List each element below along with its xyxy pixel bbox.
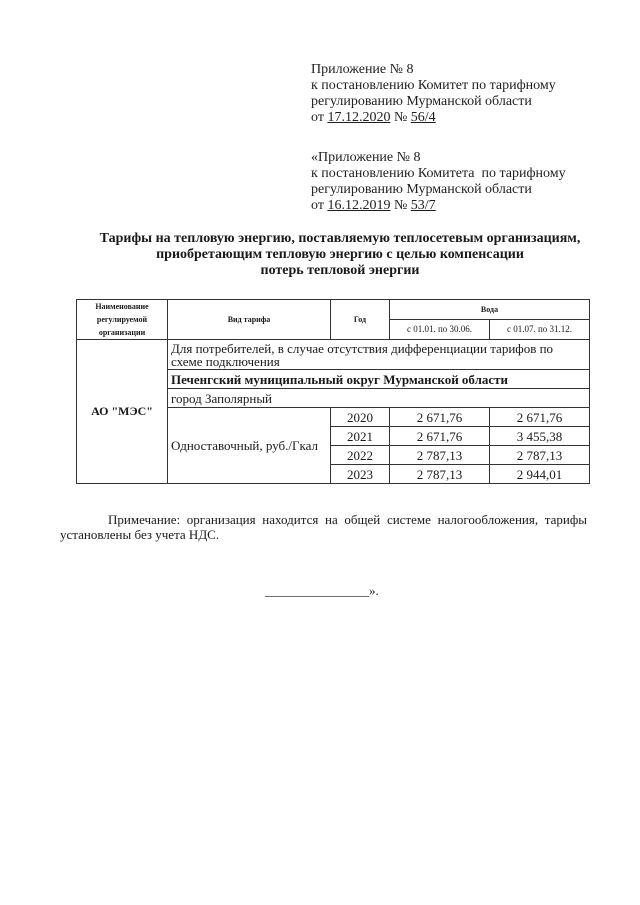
document-title [60, 231, 620, 279]
annex-old-line2: к постановлению Комитета по тарифному [311, 166, 566, 181]
closing-line [265, 583, 379, 599]
org-name: АО "МЭС" [77, 340, 168, 484]
header-year: Год [331, 300, 390, 340]
title-line-3: потерь тепловой энергии [260, 263, 420, 278]
header-org: Наименование регулируемой организации [77, 300, 168, 340]
annex-new-number: 56/4 [410, 110, 436, 125]
table-header-row [77, 300, 590, 320]
annex-old-block [311, 150, 566, 214]
district-name: Печенгский муниципальный округ Мурманской области [168, 370, 590, 389]
year-cell: 2023 [331, 465, 390, 484]
title-line-2: приобретающим тепловую энергию с целью компенсации [156, 247, 524, 262]
date-prefix: от [311, 110, 324, 125]
year-cell: 2020 [331, 408, 390, 427]
title-line-1: Тарифы на тепловую энергию, поставляемую теплосетевым организациям, [99, 231, 581, 246]
number-prefix: № [393, 198, 408, 213]
annex-old-title: «Приложение № 8 [311, 150, 421, 165]
annex-new-date: 17.12.2020 [327, 110, 391, 125]
year-cell: 2021 [331, 427, 390, 446]
year-cell: 2022 [331, 446, 390, 465]
header-water: Вода [390, 300, 590, 320]
value-cell: 2 787,13 [390, 446, 490, 465]
annex-old-date: 16.12.2019 [327, 198, 391, 213]
header-period-2: с 01.07. по 31.12. [490, 320, 590, 340]
annex-new-line2: к постановлению Комитет по тарифному [311, 78, 556, 93]
city-name: город Заполярный [168, 389, 590, 408]
date-prefix: от [311, 198, 324, 213]
annex-old-date-line [311, 198, 566, 214]
header-tariff-type: Вид тарифа [168, 300, 331, 340]
annex-new-title: Приложение № 8 [311, 62, 414, 77]
annex-new-block [311, 62, 556, 126]
table-row [77, 340, 590, 370]
annex-old-line3: регулированию Мурманской области [311, 182, 532, 197]
header-period-1: с 01.01. по 30.06. [390, 320, 490, 340]
value-cell: 2 787,13 [490, 446, 590, 465]
closing-underline: ________________ [265, 583, 369, 598]
tariff-label: Одноставочный, руб./Гкал [168, 408, 331, 484]
value-cell: 2 787,13 [390, 465, 490, 484]
value-cell: 3 455,38 [490, 427, 590, 446]
tariff-table [76, 299, 590, 484]
note-paragraph: Примечание: организация находится на общей системе налогообложения, тарифы установлены без учета НДС. [60, 512, 587, 542]
closing-quote: ». [369, 583, 379, 598]
value-cell: 2 671,76 [490, 408, 590, 427]
annex-old-number: 53/7 [410, 198, 436, 213]
number-prefix: № [393, 110, 408, 125]
value-cell: 2 944,01 [490, 465, 590, 484]
value-cell: 2 671,76 [390, 408, 490, 427]
consumers-note: Для потребителей, в случае отсутствия дифференциации тарифов по схеме подключения [168, 340, 590, 370]
value-cell: 2 671,76 [390, 427, 490, 446]
annex-new-date-line [311, 110, 556, 126]
annex-new-line3: регулированию Мурманской области [311, 94, 532, 109]
